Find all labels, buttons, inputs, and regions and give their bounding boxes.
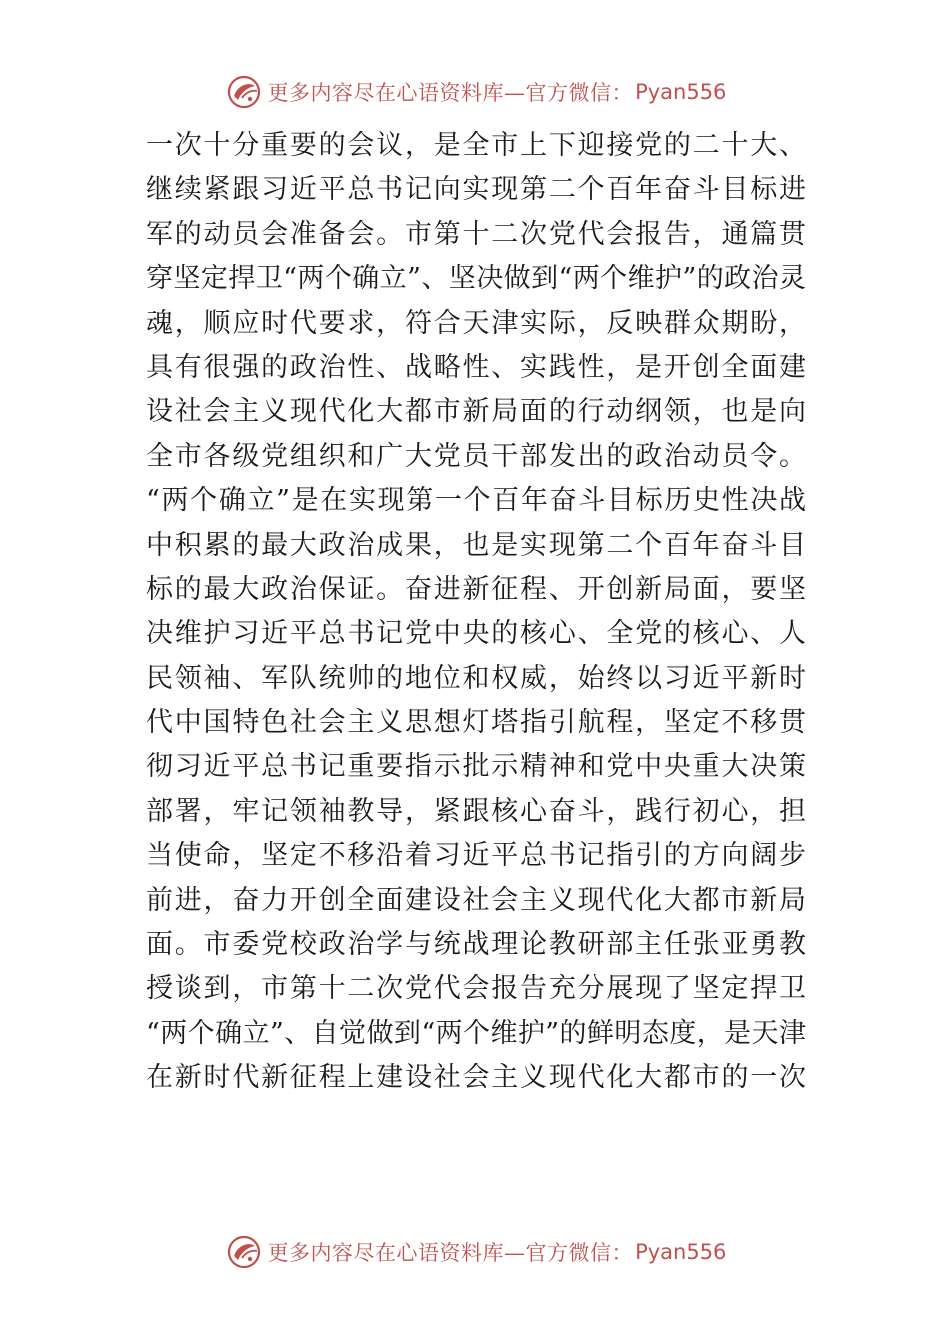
- body-line: 标的最大政治保证。奋进新征程、开创新局面，要坚: [146, 573, 806, 605]
- body-line: “两个确立”、自觉做到“两个维护”的鲜明态度，是天津: [146, 1017, 806, 1049]
- body-line: 在新时代新征程上建设社会主义现代化大都市的一次: [146, 1062, 806, 1094]
- body-line: “两个确立”是在实现第一个百年奋斗目标历史性决战: [146, 485, 806, 517]
- body-line: 继续紧跟习近平总书记向实现第二个百年奋斗目标进: [146, 174, 806, 206]
- body-line: 设社会主义现代化大都市新局面的行动纲领，也是向: [146, 396, 806, 428]
- body-line: 全市各级党组织和广大党员干部发出的政治动员令。: [146, 440, 806, 472]
- body-line: 前进，奋力开创全面建设社会主义现代化大都市新局: [146, 884, 806, 916]
- body-line: 决维护习近平总书记党中央的核心、全党的核心、人: [146, 618, 806, 650]
- body-line: 面。市委党校政治学与统战理论教研部主任张亚勇教: [146, 929, 806, 961]
- body-line: 穿坚定捍卫“两个确立”、坚决做到“两个维护”的政治灵: [146, 263, 806, 295]
- body-line: 民领袖、军队统帅的地位和权威，始终以习近平新时: [146, 662, 806, 694]
- body-line: 当使命，坚定不移沿着习近平总书记指引的方向阔步: [146, 840, 806, 872]
- logo-icon: [224, 72, 264, 112]
- body-line: 彻习近平总书记重要指示批示精神和党中央重大决策: [146, 751, 806, 783]
- footer-wechat-id: Pyan556: [635, 1240, 727, 1264]
- header-banner: [0, 72, 950, 112]
- logo-icon: [224, 1232, 264, 1272]
- footer-banner: [0, 1232, 950, 1272]
- footer-banner-text: 更多内容尽在心语资料库—官方微信：: [267, 1241, 634, 1265]
- body-line: 魂，顺应时代要求，符合天津实际，反映群众期盼，: [146, 307, 806, 339]
- body-line: 具有很强的政治性、战略性、实践性，是开创全面建: [146, 351, 806, 383]
- body-line: 授谈到，市第十二次党代会报告充分展现了坚定捍卫: [146, 973, 806, 1005]
- document-body: [146, 124, 811, 1101]
- body-line: 一次十分重要的会议，是全市上下迎接党的二十大、: [146, 130, 806, 161]
- body-line: 中积累的最大政治成果，也是实现第二个百年奋斗目: [146, 529, 806, 561]
- body-line: 军的动员会准备会。市第十二次党代会报告，通篇贯: [146, 218, 806, 250]
- body-line: 代中国特色社会主义思想灯塔指引航程，坚定不移贯: [146, 707, 806, 739]
- header-wechat-id: Pyan556: [635, 80, 727, 104]
- header-banner-text: 更多内容尽在心语资料库—官方微信：: [267, 81, 634, 105]
- body-line: 部署，牢记领袖教导，紧跟核心奋斗，践行初心，担: [146, 795, 806, 827]
